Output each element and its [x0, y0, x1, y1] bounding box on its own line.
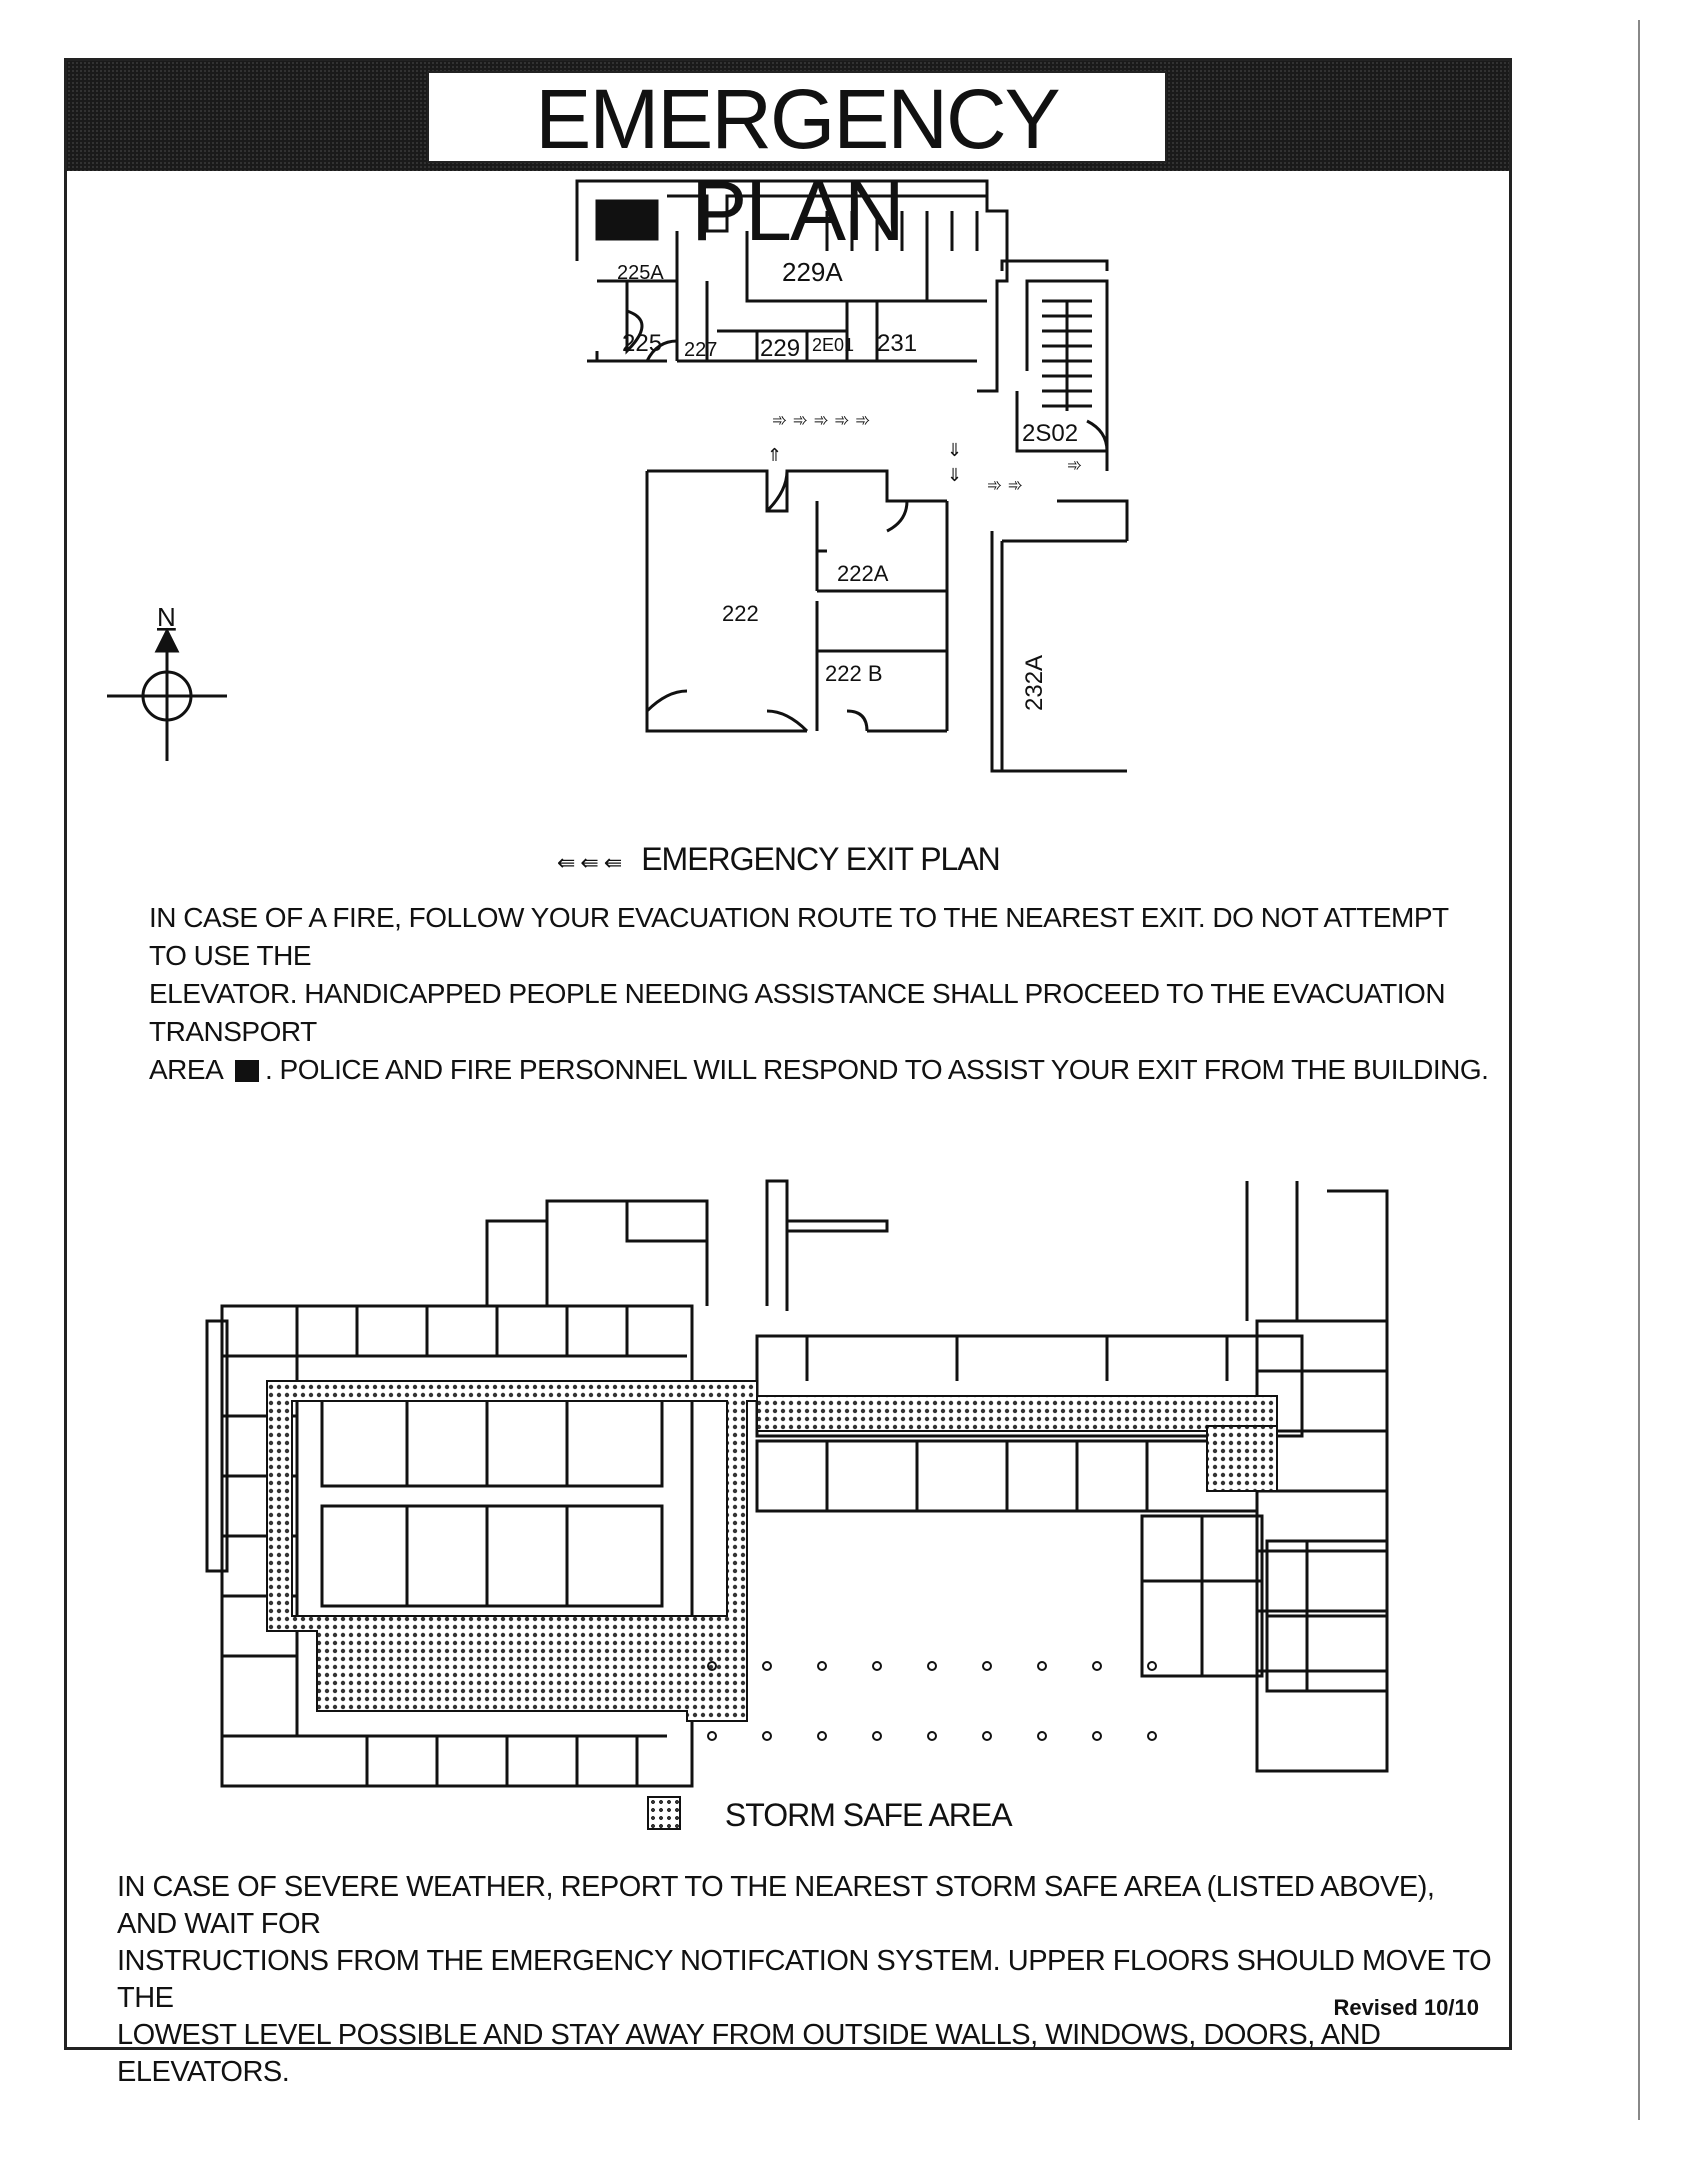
room-227: 227 [684, 339, 718, 361]
page-title: EMERGENCY PLAN [427, 71, 1167, 163]
room-222B: 222 B [825, 661, 883, 686]
title-banner [67, 61, 1509, 258]
storm-legend [647, 1796, 1012, 1834]
exit-legend-label: EMERGENCY EXIT PLAN [641, 841, 1000, 877]
room-222: 222 [722, 601, 759, 626]
room-229A: 229A [782, 257, 843, 287]
svg-text:⇑: ⇑ [767, 445, 783, 466]
storm-safe-area-corridor [757, 1396, 1277, 1431]
storm-instruction-line-3: LOWEST LEVEL POSSIBLE AND STAY AWAY FROM OUTSIDE WALLS, WINDOWS, DOORS, AND ELEVATORS. [117, 2019, 1381, 2088]
page-edge-line [1638, 20, 1644, 2120]
storm-legend-label: STORM SAFE AREA [724, 1797, 1012, 1833]
svg-text:➾ ➾: ➾ ➾ [987, 475, 1023, 496]
compass-label: N [157, 602, 176, 632]
storm-instruction-line-1: IN CASE OF SEVERE WEATHER, REPORT TO THE NEAREST STORM SAFE AREA (LISTED ABOVE), AND WAIT FOR [117, 1871, 1435, 1940]
exit-instruction-line-3b: . POLICE AND FIRE PERSONNEL WILL RESPOND TO ASSIST YOUR EXIT FROM THE BUILDING. [264, 1054, 1489, 1085]
room-229: 229 [760, 335, 801, 362]
exit-instruction-line-1: IN CASE OF A FIRE, FOLLOW YOUR EVACUATION ROUTE TO THE NEAREST EXIT. DO NOT ATTEMPT TO USE THE [149, 902, 1449, 971]
wheelchair-icon [235, 1060, 259, 1082]
exit-arrow-icon: ⇚ ⇚ ⇚ [557, 851, 622, 876]
storm-instruction-line-2: INSTRUCTIONS FROM THE EMERGENCY NOTIFCATION SYSTEM. UPPER FLOORS SHOULD MOVE TO THE [117, 1945, 1492, 2014]
exit-instruction-line-2: ELEVATOR. HANDICAPPED PEOPLE NEEDING ASSISTANCE SHALL PROCEED TO THE EVACUATION TRANSPORT [149, 978, 1446, 1047]
room-2S02: 2S02 [1022, 420, 1079, 447]
storm-safe-hatch-icon [647, 1796, 681, 1830]
exit-instructions [149, 899, 1489, 1089]
emergency-plan-sheet [64, 58, 1512, 2088]
room-225: 225 [622, 330, 663, 357]
room-222A: 222A [837, 561, 889, 586]
room-2E01: 2E01 [812, 335, 855, 355]
room-225A: 225A [617, 262, 664, 284]
exit-instruction-line-3a: AREA [149, 1054, 222, 1085]
svg-text:➾: ➾ [1067, 455, 1083, 476]
svg-text:⇓: ⇓ [947, 465, 963, 486]
revised-date: Revised 10/10 [1333, 1995, 1479, 2020]
svg-text:⇓: ⇓ [947, 440, 963, 461]
room-232A: 232A [1021, 654, 1048, 711]
storm-safe-area-right [1207, 1426, 1277, 1491]
exit-floor-plan [67, 171, 1515, 871]
compass-icon [107, 631, 227, 761]
room-231: 231 [877, 330, 918, 357]
storm-instructions [117, 1869, 1497, 2091]
svg-text:➾ ➾ ➾ ➾ ➾: ➾ ➾ ➾ ➾ ➾ [772, 410, 871, 431]
storm-floor-plan [67, 1111, 1515, 1791]
exit-legend [557, 841, 1000, 878]
storm-safe-area-left [267, 1381, 757, 1721]
